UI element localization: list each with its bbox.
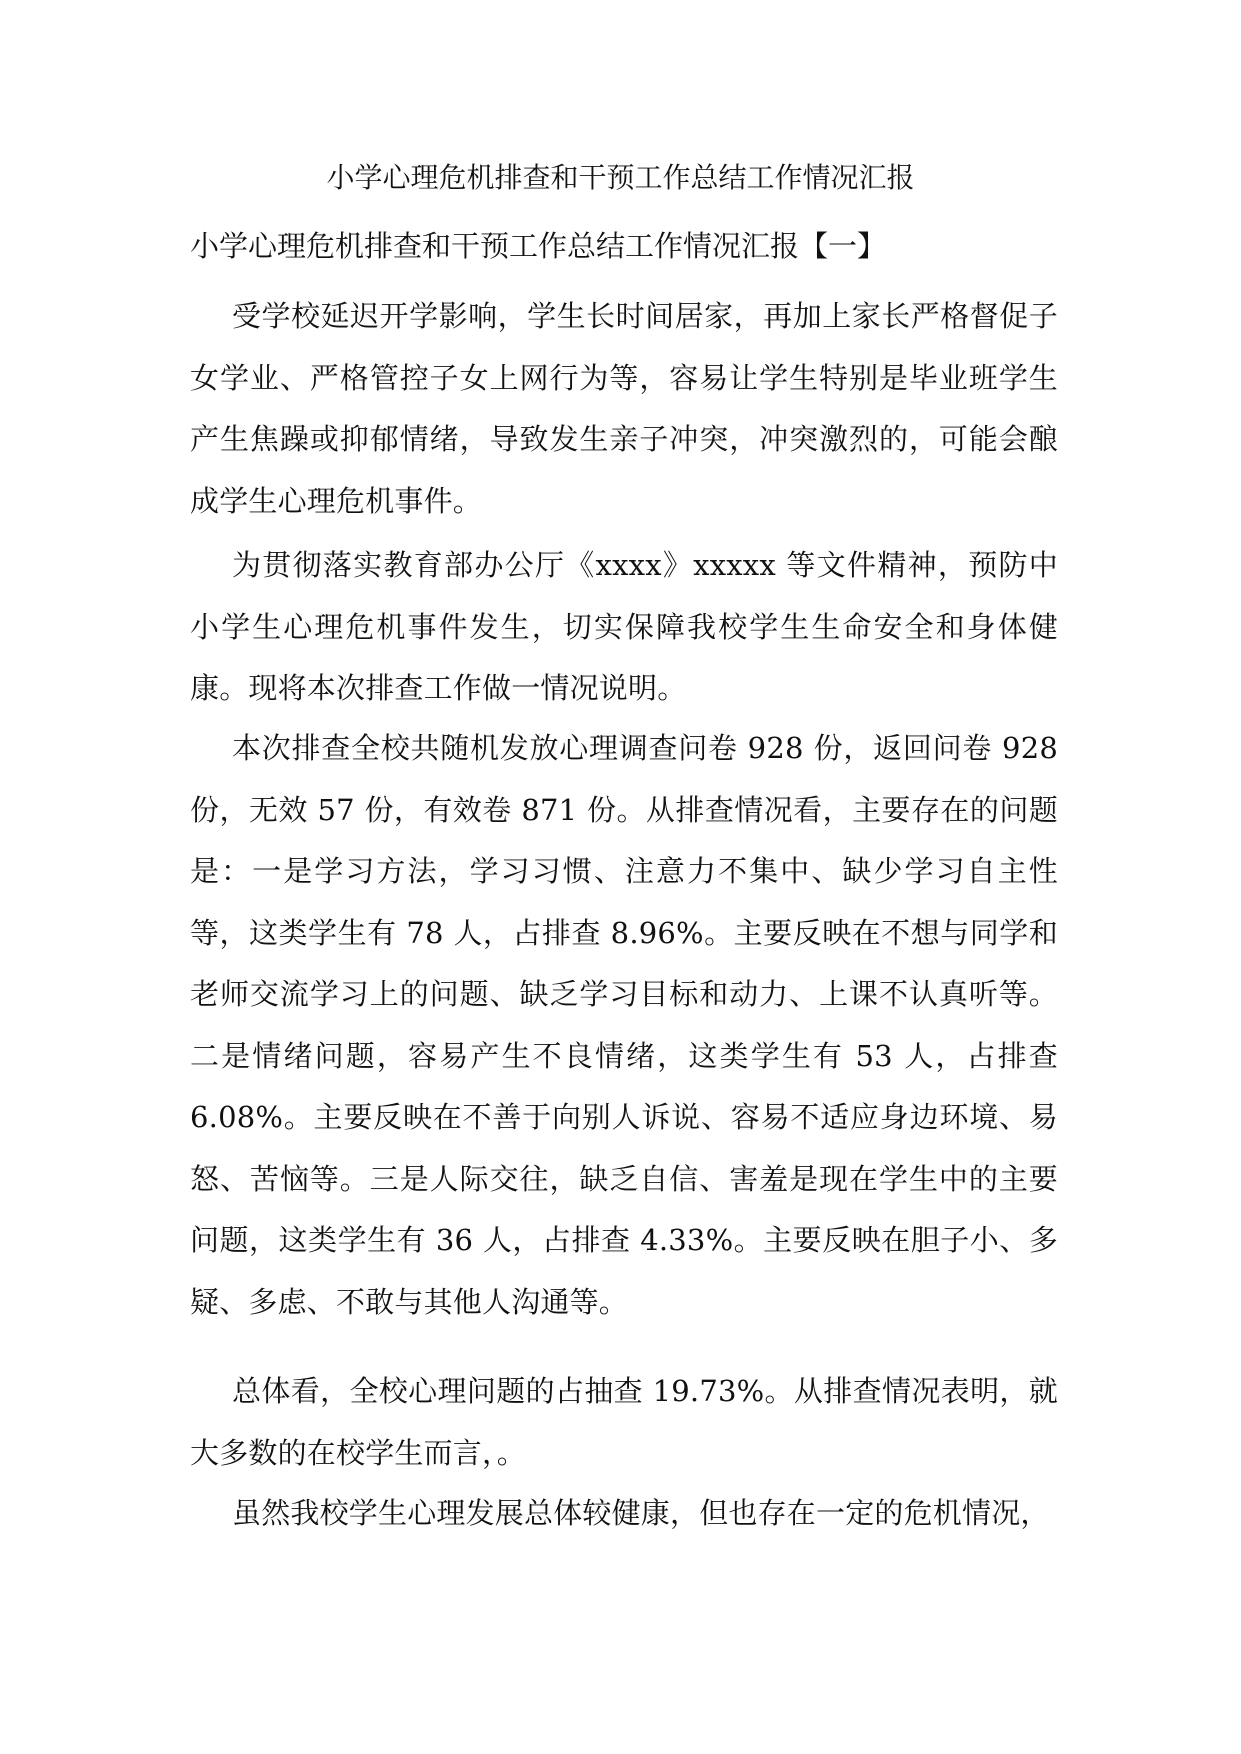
paragraph-4: 总体看，全校心理问题的占抽查 19.73%。从排查情况表明，就大多数的在校学生而言，。 <box>190 1374 1058 1470</box>
paragraph-5: 虽然我校学生心理发展总体较健康，但也存在一定的危机情况， <box>232 1496 1050 1530</box>
paragraph-2: 为贯彻落实教育部办公厅《xxxx》xxxxx 等文件精神，预防中小学生心理危机事件发生，切实保障我校学生生命安全和身体健康。现将本次排查工作做一情况说明。 <box>190 548 1058 705</box>
paragraph-3: 本次排查全校共随机发放心理调查问卷 928 份，返回问卷 928 份，无效 57 份，有效卷 871 份。从排查情况看，主要存在的问题是：一是学习方法，学习习惯、注意力不集中、缺少学习自主性等，这类学生有 78 人，占排查 8.96%。主要反映在不想与同学和老师交流学习上的问题、缺乏学习目标和动力、上课不认真听等。二是情绪问题，容易产生不良情绪，这类学生有 53 人，占排查 6.08%。主要反映在不善于向别人诉说、容易不适应身边环境、易怒、苦恼等。三是人际交往，缺乏自信、害羞是现在学生中的主要问题，这类学生有 36 人，占排查 4.33%。主要反映在胆子小、多疑、多虑、不敢与其他人沟通等。 <box>190 731 1058 1319</box>
document-title: 小学心理危机排查和干预工作总结工作情况汇报 <box>326 161 915 194</box>
section-heading: 小学心理危机排查和干预工作总结工作情况汇报【一】 <box>190 229 887 263</box>
paragraph-1: 受学校延迟开学影响，学生长时间居家，再加上家长严格督促子女学业、严格管控子女上网行为等，容易让学生特别是毕业班学生产生焦躁或抑郁情绪，导致发生亲子冲突，冲突激烈的，可能会酿成学生心理危机事件。 <box>190 299 1058 518</box>
